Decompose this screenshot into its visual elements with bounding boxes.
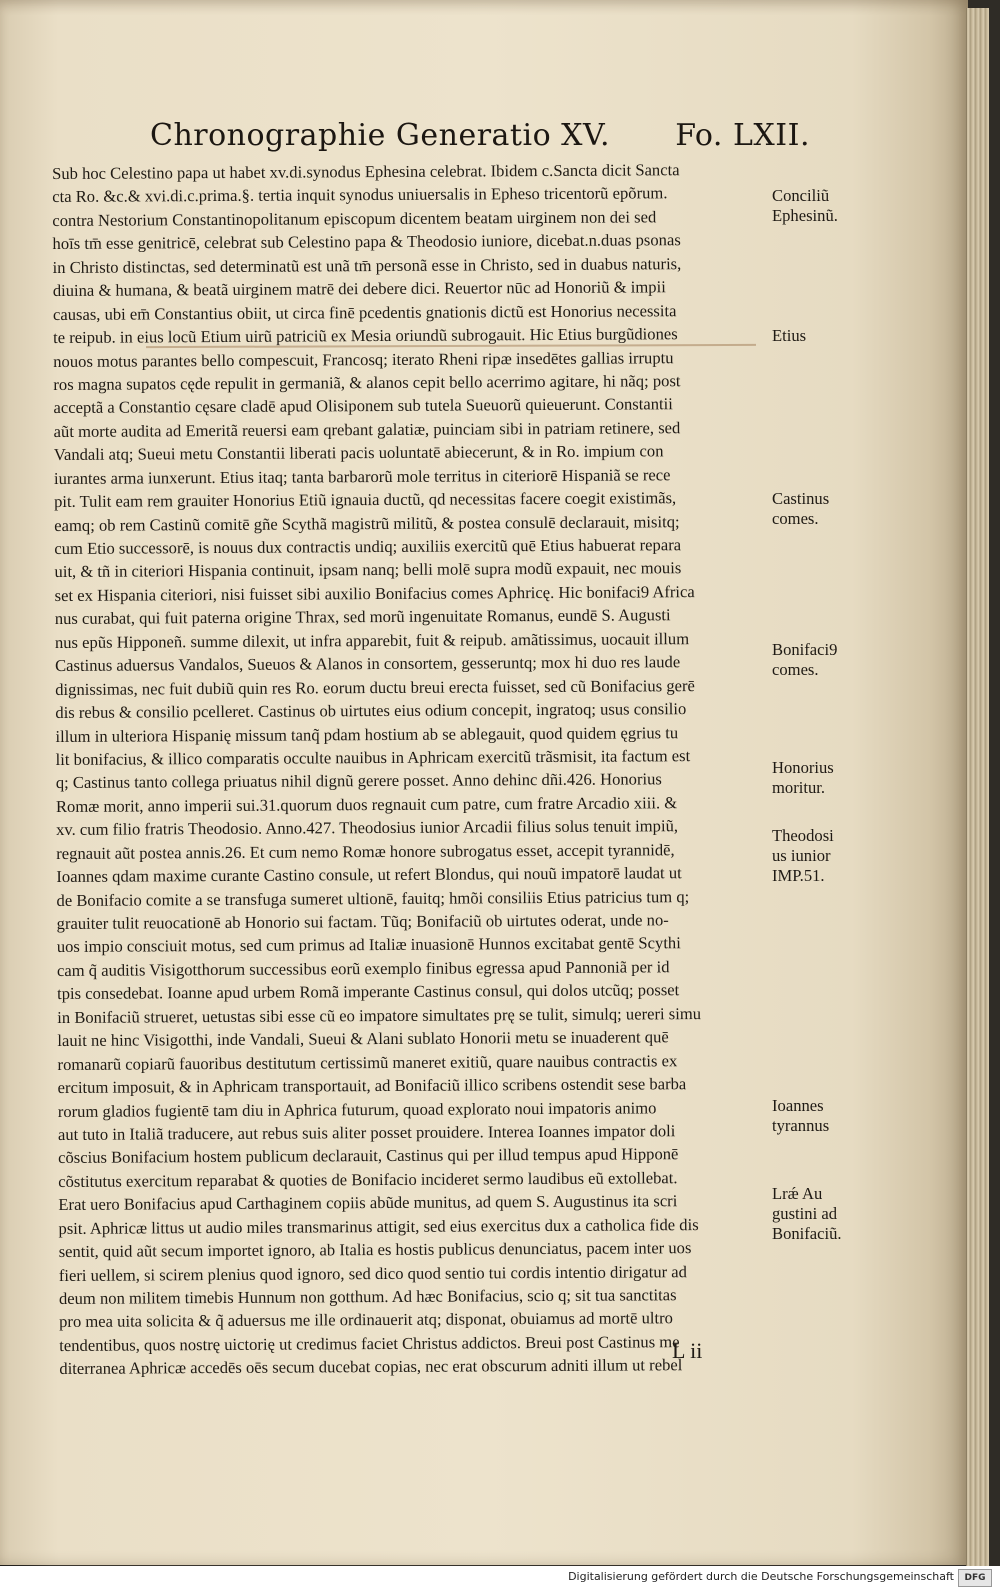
body-line: eamq; ob rem Castinũ comitē gñe Scythã magistrũ militũ, & postea consulē declarauit, misitq; [54,511,680,535]
margin-note-line: Honorius [772,758,834,777]
margin-note-line: Lrǽ Au [772,1184,823,1203]
signature-mark: L ii [672,1338,703,1363]
margin-note-line: comes. [772,660,819,679]
funding-credit: Digitalisierung gefördert durch die Deutsche Forschungsgemeinschaft [568,1570,954,1583]
body-line: de Bonifacio comite a se transfuga sumeret ultionē, fauitq; hmõi consiliis Etius patricius tum q; [56,886,690,910]
footer-bar [0,1566,1000,1590]
body-line: Erat uero Bonifacius apud Carthaginem copiis abũde munitus, ad quem S. Augustinus ita scri [58,1191,678,1215]
body-line: rorum gladios fugientē tam diu in Aphrica futurum, quoad explorato noui impatoris animo [57,1097,657,1121]
body-line: lit bonifacius, & illico comparatis occulte nauibus in Aphricam exercitũ trãsmisit, ita factum est [55,746,691,769]
body-line: xv. cum filio fratris Theodosio. Anno.427. Theodosius iunior Arcadii filius solus tenuit impiũ, [56,816,679,840]
margin-note-concilium [772,186,838,226]
body-line: uit, & tñ in citeriori Hispania continuit, ipsam nanq; belli molē supra modũ expauit, nec mouis [54,558,682,582]
margin-note-etius [772,326,806,346]
margin-note-line: Conciliũ [772,186,830,205]
margin-note-line: Bonifaciũ. [772,1224,842,1243]
body-line: diuina & humana, & beatã uirginem matrē dei debere dici. Reuertor nūc ad Honoriũ & impii [52,277,666,301]
body-line: ros magna supatos cęde repulit in germaniã, & alanos cepit bello acerrimo agitare, hi nãq; post [53,371,681,394]
folio-number: Fo. LXII. [675,118,810,153]
margin-note-line: IMP.51. [772,866,825,885]
body-line: causas, ubi em̄ Constantius obiit, ut circa finē pcedentis gnationis dictũ est Honorius necessita [52,300,677,324]
body-line: hoīs tm̄ esse genitricē, celebrat sub Celestino papa & Theodosio iuniore, dicebat.n.duas psonas [52,230,681,254]
body-line: regnauit aũt postea annis.26. Et cum nemo Romæ honore subrogatus esset, accepit tyrannidē, [56,839,675,863]
body-line: aũt morte audita ad Emeritã reuersi eam qrebant galatiæ, puinciam sibi in patriam retinere, sed [53,417,681,441]
body-line: fieri uellem, si scirem plenius quod ignoro, sed dico quod sentio tui cordis intentio dirigatur ad [58,1261,687,1285]
margin-note-line: Ephesinũ. [772,206,838,225]
running-head: Chronographie Generatio XV. [150,118,610,153]
margin-note-line: Castinus [772,489,830,508]
body-line: uos impio consciuit motus, sed cum primus ad Italiæ inuasionē Hunnos excitabat gentē Scythi [56,933,681,957]
margin-note-line: Theodosi [772,826,834,845]
body-line: te reipub. in eius locũ Etium uirũ patriciũ ex Mesia oriundũ subrogauit. Hic Etius burgũdiones [53,324,678,348]
margin-note-bonifacius [772,640,837,680]
body-line: Castinus aduersus Vandalos, Sueuos & Alanos in consortem, gesseruntq; mox hi duo res laude [55,652,681,676]
body-line: Vandali atq; Sueui metu Constantii liberati pacis uoluntatē abiecerunt, & in Ro. impium con [53,441,664,465]
body-line: q; Castinus tanto collega priuatus nihil dignũ gerere posset. Anno dehinc dñi.426. Honorius [55,769,662,793]
margin-note-line: moritur. [772,778,826,797]
margin-note-line: Etius [772,326,807,345]
margin-note-line: comes. [772,509,819,528]
body-line: cõscius Bonifacium hostem publicum declarauit, Castinus qui per illud tempus apud Hipponē [58,1144,679,1168]
body-line: dignissimas, nec fuit dubiũ quin res Ro. eorum ductu breui erecta fuisset, sed cũ Bonifacius gerē [55,675,695,699]
margin-note-honorius [772,758,834,798]
body-line: illum in ulteriora Hispanię missum tanq̃ pdam hostium ab se ablegauit, quod quidem ęgrius tu [55,722,679,746]
body-line: cam q̃ auditis Visigotthorum successibus eorũ exemplo finibus egressa apud Pannoniã per id [56,957,670,980]
body-line: grauiter tulit reuocationē ab Honorio sui factam. Tũq; Bonifaciũ ob uirtutes oderat, unde no- [56,910,669,933]
body-line: nus curabat, qui fuit paterna origine Thrax, sed morũ ingenuitate Romanus, eundē S. Augusti [54,605,671,629]
body-line: acceptã a Constantio cęsare cladē apud Olisiponem sub tutela Sueuorũ quieuerunt. Constantii [53,394,673,418]
body-line: in Bonifaciũ strueret, uetustas sibi esse cũ eo impatore simultates prę se tulit, simulq; uereri simu [57,1003,702,1027]
body-line: Ioannes qdam maxime curante Castino consule, ut refert Blondus, qui nouũ impatorē laudat ut [56,863,682,887]
margin-note-line: tyrannus [772,1116,830,1135]
body-line: cum Etio successorē, is nouus dux contractis undiq; auxiliis exercitũ quē Etius habuerat repara [54,535,682,558]
body-line: ercitum imposuit, & in Aphricam transportauit, ad Bonifaciũ illico scribens ostendit sese barba [57,1074,687,1098]
body-line: psit. Aphricæ littus ut audio miles transmarinus attigit, sed eius exercitus dux a catholica fide dis [58,1214,699,1238]
body-line: deum non militem timebis Hunnum non gotthum. Ad hæc Bonifacius, scio q; sit tua sanctitas [58,1285,677,1308]
body-line: contra Nestorium Constantinopolitanum episcopum dicentem beatam uirginem non dei sed [52,207,657,230]
dfg-logo: DFG [958,1569,992,1587]
body-line: set ex Hispania citeriori, nisi fuisset sibi auxilio Bonifacius comes Aphricę. Hic bonifaci9 Africa [54,581,695,605]
margin-note-line: Ioannes [772,1096,824,1115]
body-line: diterranea Aphricæ accedēs oēs secum ducebat copias, nec erat obscurum adniti illum ut rebel [59,1355,683,1379]
page-edges [966,8,989,1568]
margin-note-augustinus [772,1184,842,1244]
body-text [52,158,783,1381]
body-line: romanarũ copiarũ fauoribus destitutum certissimũ maneret exitiũ, quare nauibus contractis ex [57,1050,678,1074]
body-line: lauit ne hinc Visigotthi, inde Vandali, Sueui & Alani sublato Honorii metu se inuaderent quē [57,1027,669,1051]
body-line: tpis consedebat. Ioanne apud urbem Romã imperante Castinus consul, qui dolos utcũq; posset [57,980,680,1004]
margin-note-ioannes [772,1096,829,1136]
body-line: cõstitutus exercitum reparabat & quoties de Bonifacio incideret sermo laudibus eũ extollebat. [58,1168,678,1191]
body-line: nouos motus parantes bello compescuit, Francosq; iterato Rheni ripæ insedētes gallias irruptu [53,347,674,371]
page-header [150,118,810,158]
body-line: aut tuto in Italiã traducere, aut rebus suis aliter posset prouidere. Interea Ioannes impator doli [57,1121,676,1144]
body-line: tendentibus, quos nostrę uictorię ut credimus faciet Christus addictos. Breui post Castinus me [59,1332,680,1355]
margin-note-castinus [772,489,829,529]
margin-note-line: Bonifaci9 [772,640,838,659]
body-line: cta Ro. &c.& xvi.di.c.prima.§. tertia inquit synodus uniuersalis in Epheso tricentorũ epõrum. [52,183,668,207]
body-line: sentit, quid aũt secum importet ignoro, ab Italia es hostis publicus denunciatus, pacem inter uos [58,1238,692,1262]
margin-note-line: us iunior [772,846,831,865]
margin-note-line: gustini ad [772,1204,837,1223]
body-line: iurantes arma iunxerunt. Etius itaq; tanta barbarorũ mole territus in citeriorē Hispaniã se rece [53,464,671,488]
body-line: Sub hoc Celestino papa ut habet xv.di.synodus Ephesina celebrat. Ibidem c.Sancta dicit Sancta [52,160,680,183]
margin-note-theodosius [772,826,834,886]
body-line: pit. Tulit eam rem grauiter Honorius Etiũ ignauia ductũ, qd necessitas facere coegit existimãs, [54,488,677,512]
body-line: in Christo distinctas, sed determinatũ est unã tm̄ personã esse in Christo, sed in duabus naturis, [52,253,682,277]
body-line: dis rebus & consilio pcelleret. Castinus ob uirtutes eius odium concepit, ingratoq; usus consilio [55,699,687,723]
body-line: nus epũs Hipponeñ. summe dilexit, ut infra apparebit, fuit & reipub. amãtissimus, uocauit illum [54,628,690,652]
body-line: Romæ morit, anno imperii sui.31.quorum duos regnauit cum patre, cum fratre Arcadio xiii. & [55,793,678,816]
body-line: pro mea uita solicita & q̃ aduersus me ille ordinauerit atq; disponat, obuiamus ad mortē ultro [59,1308,673,1332]
